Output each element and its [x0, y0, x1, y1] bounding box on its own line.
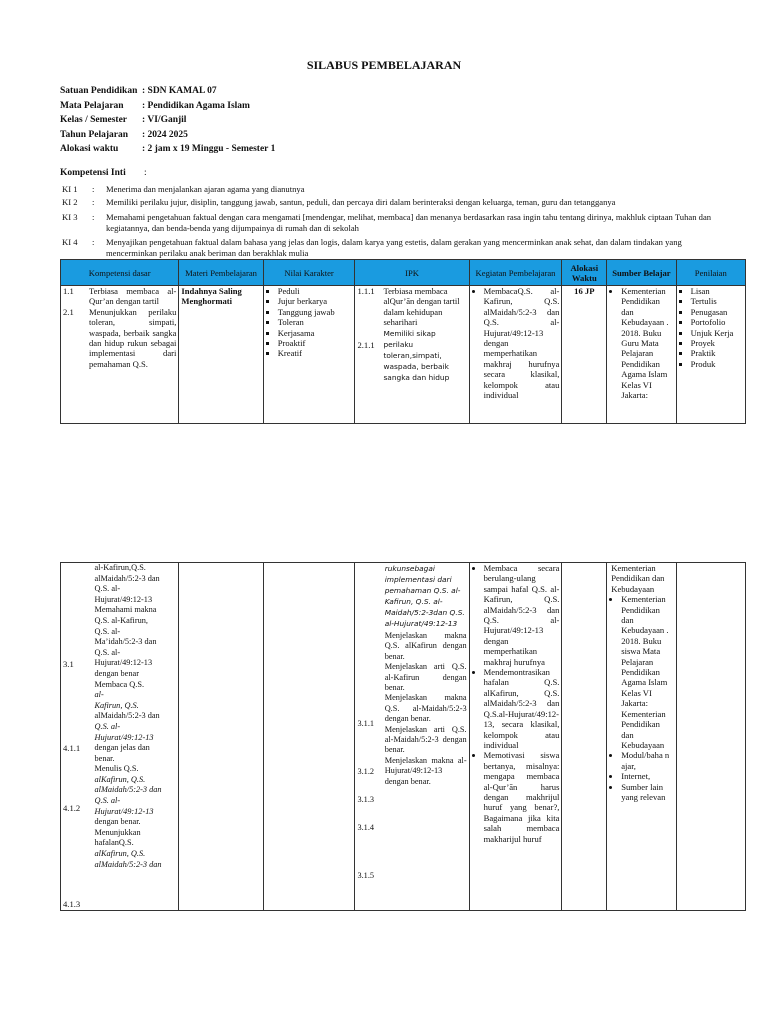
- nilai-item: ▪ Peduli: [278, 286, 353, 296]
- sumber-cell: [607, 286, 676, 424]
- ki-code: KI 4: [62, 237, 78, 247]
- alokasi-cell: 16 JP: [562, 286, 607, 424]
- kd-line: benar.: [94, 753, 115, 763]
- sumber-list: [609, 286, 673, 400]
- nilai-item: ▪ Jujur berkarya: [278, 296, 353, 306]
- header-materi: Materi Pembelajaran: [179, 260, 263, 286]
- sumber-item: • Kementerian Pendidikan dan Kebudayaan . 2018. Buku siswa Mata Pelajaran Pendidikan Agama Islam Kelas VI Jakarta: Kementerian Pendidikan dan Kebudayaan: [621, 594, 673, 750]
- identity-block: [60, 84, 275, 157]
- kd-line: al-Kafirun,Q.S.: [94, 563, 146, 572]
- ipk-cell: [355, 286, 469, 424]
- info-row: [60, 84, 275, 99]
- kd-text: Terbiasa membaca al-Qur’an dengan tartil: [89, 286, 177, 307]
- ipk-item: [357, 328, 466, 383]
- kd-code: 2.1: [63, 306, 74, 317]
- ipk-text: Menjelaskan makna al-Hujurat/49:12-13 dengan benar.: [384, 755, 467, 786]
- kd-line: alMaidah/5:2-3 dan: [94, 859, 162, 869]
- info-value: : 2 jam x 19 Minggu - Semester 1: [142, 144, 276, 155]
- kd-line: Ma’idah/5:2-3 dan: [94, 637, 157, 647]
- materi-cell: Indahnya Saling Menghormati: [179, 286, 263, 424]
- ipk-cell: [383, 563, 469, 911]
- ipk-code: 3.1.4: [357, 823, 375, 832]
- header-penilaian: Penilaian: [676, 260, 745, 286]
- penilaian-item: ▪ Tertulis: [691, 296, 743, 306]
- kd-code: 4.1.2: [63, 803, 81, 813]
- header-ipk: IPK: [355, 260, 469, 286]
- kegiatan-cell: [469, 563, 562, 911]
- kd-line: Q.S. al-Kafirun,: [94, 615, 148, 625]
- kd-text: Menunjukkan perilaku toleran, simpati, waspada, berbaik sangka dan hidup rukun sebagai implementasi dari pemahaman Q.S.: [89, 306, 177, 369]
- kd-line: dengan benar.: [94, 817, 141, 827]
- penilaian-item: ▪ Produk: [691, 359, 743, 369]
- info-label: Kelas / Semester: [60, 115, 128, 126]
- ki-item: [62, 197, 712, 208]
- ipk-text: Memiliki sikap perilaku toleran,simpati, waspada, berbaik sangka dan hidup: [383, 328, 450, 382]
- nilai-item: ▪ Tanggung jawab: [278, 307, 353, 317]
- ipk-code: 3.1.3: [357, 795, 375, 804]
- ki-code: KI 1: [62, 184, 78, 194]
- ipk-text: Menjelaskan arti Q.S. al-Kafirun dengan benar.: [384, 662, 467, 693]
- ki-item: [62, 184, 712, 195]
- penilaian-list: [679, 286, 743, 369]
- ipk-item: [357, 286, 466, 328]
- ipk-text: Menjelaskan makna Q.S. al-Maidah/5:2-3 dengan benar.: [384, 693, 467, 724]
- kd-line: alKafirun, Q.S.: [94, 849, 146, 859]
- info-value: : VI/Ganjil: [142, 115, 187, 126]
- kegiatan-cell: [469, 286, 562, 424]
- kegiatan-item: • Mendemontrasikan hafalan Q.S. alKafirun, Q.S. alMaidah/5:2-3 dan Q.S.al-Hujurat/49:12-13, secara klasikal, kelompok atau individual: [484, 667, 560, 750]
- kd-line: alMaidah/5:2-3 dan: [94, 711, 160, 721]
- kd-codes-cell: [61, 563, 93, 911]
- info-value: : SDN KAMAL 07: [142, 86, 217, 96]
- penilaian-item: ▪ Praktik: [691, 348, 743, 358]
- ki-colon: :: [92, 184, 95, 194]
- ipk-code: 1.1.1: [357, 286, 375, 296]
- kd-code: 1.1: [63, 286, 74, 296]
- nilai-item: ▪ Kerjasama: [278, 328, 353, 338]
- kd-line: hafalanQ.S.: [94, 838, 134, 848]
- ki-text: Memahami pengetahuan faktual dengan cara mengamati [mendengar, melihat, membaca] dan menanya berdasarkan rasa ingin tahu tentang dirinya, makhluk ciptaan Tuhan dan kegiatannya, dan benda-benda yang dijumpainya di rumah dan di sekolah: [106, 212, 712, 233]
- ipk-text: Terbiasa membaca alQur’ān dengan tartil dalam kehidupan seharihari: [383, 286, 460, 328]
- kd-line: Hujurat/49:12-13: [94, 732, 154, 742]
- penilaian-item: ▪ Unjuk Kerja: [691, 328, 743, 338]
- ipk-code: 3.1.1: [357, 719, 375, 728]
- kd-line: Hujurat/49:12-13: [94, 594, 153, 604]
- kd-line: Menunjukkan: [94, 827, 141, 837]
- ki-text: Memiliki perilaku jujur, disiplin, tanggung jawab, santun, peduli, dan percaya diri dalam berinteraksi dengan keluarga, teman, guru dan tetangganya: [106, 197, 616, 207]
- nilai-item: ▪ Proaktif: [278, 338, 353, 348]
- penilaian-item: ▪ Proyek: [691, 338, 743, 348]
- kd-line: Q.S. al-: [94, 626, 121, 636]
- syllabus-table-continued: [60, 562, 746, 911]
- kd-line: dengan benar: [94, 668, 139, 678]
- info-label: Satuan Pendidikan: [60, 86, 138, 96]
- ki-colon: :: [92, 212, 95, 222]
- ipk-code: 3.1.5: [357, 871, 375, 880]
- ki-code: KI 3: [62, 212, 78, 222]
- kd-code: 3.1: [63, 659, 74, 669]
- header-alokasi: Alokasi Waktu: [562, 260, 607, 286]
- kegiatan-list: [472, 563, 560, 844]
- kd-line: Membaca Q.S.: [94, 679, 145, 689]
- kd-line: Memahami makna: [94, 605, 157, 615]
- header-kompetensi-dasar: Kompetensi dasar: [61, 260, 179, 286]
- kd-line: Hujurat/49:12-13: [94, 658, 153, 668]
- penilaian-item: ▪ Lisan: [691, 286, 743, 296]
- nilai-cell-empty: [263, 563, 355, 911]
- penilaian-item: ▪ Penugasan: [691, 307, 743, 317]
- ipk-text: Menjelaskan arti Q.S. al-Maidah/5:2-3 dengan benar.: [384, 724, 467, 755]
- kd-line: alMaidah/5:2-3 dan: [94, 573, 160, 583]
- kompetensi-inti-colon: :: [144, 168, 147, 178]
- kd-line: Kafirun, Q.S.: [94, 700, 139, 710]
- ipk-code: 3.1.2: [357, 767, 375, 776]
- ki-item: [62, 212, 712, 233]
- kd-line: Menulis Q.S.: [94, 764, 139, 774]
- syllabus-table: [60, 259, 746, 424]
- sumber-cell: [607, 563, 676, 911]
- kd-line: dengan jelas dan: [94, 743, 150, 753]
- kd-line: alKafirun, Q.S.: [94, 774, 146, 784]
- kegiatan-item: • MembacaQ.S. al-Kafirun, Q.S. alMaidah/5:2-3 dan Q.S. al-Hujurat/49:12-13 dengan memperhatikan makhraj hurufnya secara klasikal, kelompok atau individual: [484, 286, 560, 400]
- penilaian-item: ▪ Portofolio: [691, 317, 743, 327]
- kegiatan-list: [472, 286, 560, 400]
- sumber-list: [609, 594, 673, 802]
- kd-cell: [93, 563, 179, 911]
- info-value: : 2024 2025: [142, 129, 188, 140]
- ki-text: Menyajikan pengetahuan faktual dalam bahasa yang jelas dan logis, dalam karya yang estetis, dalam gerakan yang mencerminkan anak sehat, dan dalam tindakan yang mencerminkan perilaku anak beriman dan berakhlak mulia: [106, 237, 682, 258]
- ki-item: [62, 237, 712, 258]
- document-title: SILABUS PEMBELAJARAN: [306, 58, 462, 72]
- kd-line: Q.S. al-: [94, 721, 121, 731]
- ipk-top-text: rukunsebagai implementasi dari pemahaman Q.S. al-Kafirun, Q.S. al-Maidah/5:2-3dan Q.S. al-Hujurat/49:12-13: [384, 564, 465, 628]
- sumber-item: • Kementerian Pendidikan dan Kebudayaan . 2018. Buku Guru Mata Pelajaran Pendidikan Agama Islam Kelas VI Jakarta:: [621, 286, 673, 400]
- nilai-karakter-cell: [263, 286, 355, 424]
- sumber-top-text: Kementerian Pendidikan dan Kebudayaan: [611, 563, 665, 594]
- ki-code: KI 2: [62, 197, 78, 207]
- kd-line: al-: [94, 690, 104, 700]
- ki-colon: :: [92, 197, 95, 207]
- sumber-item: • Sumber lain yang relevan: [621, 782, 673, 803]
- info-row: [60, 113, 275, 128]
- info-row: [60, 142, 275, 157]
- kd-cell: [61, 286, 179, 424]
- kegiatan-item: • Memotivasi siswa bertanya, misalnya: mengapa membaca al-Qur’ān harus dengan makhrijul huruf yang benar?, Bagaimana jika kita salah membaca makharijul huruf: [484, 750, 560, 844]
- header-nilai-karakter: Nilai Karakter: [263, 260, 355, 286]
- nilai-list: [266, 286, 353, 359]
- ipk-code: 2.1.1: [357, 339, 375, 350]
- penilaian-cell: [676, 286, 745, 424]
- info-label: Mata Pelajaran: [60, 100, 124, 111]
- sumber-item: • Modul/baha n ajar,: [621, 750, 673, 771]
- kd-line: alMaidah/5:2-3 dan: [94, 785, 162, 795]
- info-row: [60, 99, 275, 114]
- kd-line: Hujurat/49:12-13: [94, 806, 154, 816]
- info-row: [60, 128, 275, 143]
- kd-line: Q.S. al-: [94, 796, 121, 806]
- info-value: : Pendidikan Agama Islam: [142, 100, 250, 111]
- ki-colon: :: [92, 237, 95, 247]
- ipk-text: Menjelaskan makna Q.S. alKafirun dengan benar.: [384, 631, 467, 661]
- nilai-item: ▪ Toleran: [278, 317, 353, 327]
- kd-item: [63, 307, 176, 369]
- nilai-item: ▪ Kreatif: [278, 348, 353, 358]
- kd-line: Q.S. al-: [94, 647, 121, 657]
- sumber-item: • Internet,: [621, 771, 673, 781]
- kegiatan-item: • Membaca secara berulang-ulang sampai hafal Q.S. al-Kafirun, Q.S. alMaidah/5:2-3 dan Q.S. al-Hujurat/49:12-13 dengan memperhatikan makhraj hurufnya: [484, 563, 560, 667]
- materi-cell-empty: [179, 563, 263, 911]
- ki-text: Menerima dan menjalankan ajaran agama yang dianutnya: [106, 184, 305, 194]
- kompetensi-inti-heading: Kompetensi Inti: [60, 168, 126, 178]
- info-label: Tahun Pelajaran: [60, 129, 129, 140]
- info-label: Alokasi waktu: [60, 144, 119, 155]
- kd-line: Q.S. al-: [94, 584, 121, 594]
- penilaian-cell-empty: [676, 563, 745, 911]
- header-kegiatan: Kegiatan Pembelajaran: [469, 260, 562, 286]
- ipk-codes-cell: [355, 563, 383, 911]
- header-sumber: Sumber Belajar: [607, 260, 676, 286]
- alokasi-cell-empty: [562, 563, 607, 911]
- kd-code: 4.1.1: [63, 743, 81, 753]
- kd-item: [63, 286, 176, 307]
- kd-code: 4.1.3: [63, 899, 81, 909]
